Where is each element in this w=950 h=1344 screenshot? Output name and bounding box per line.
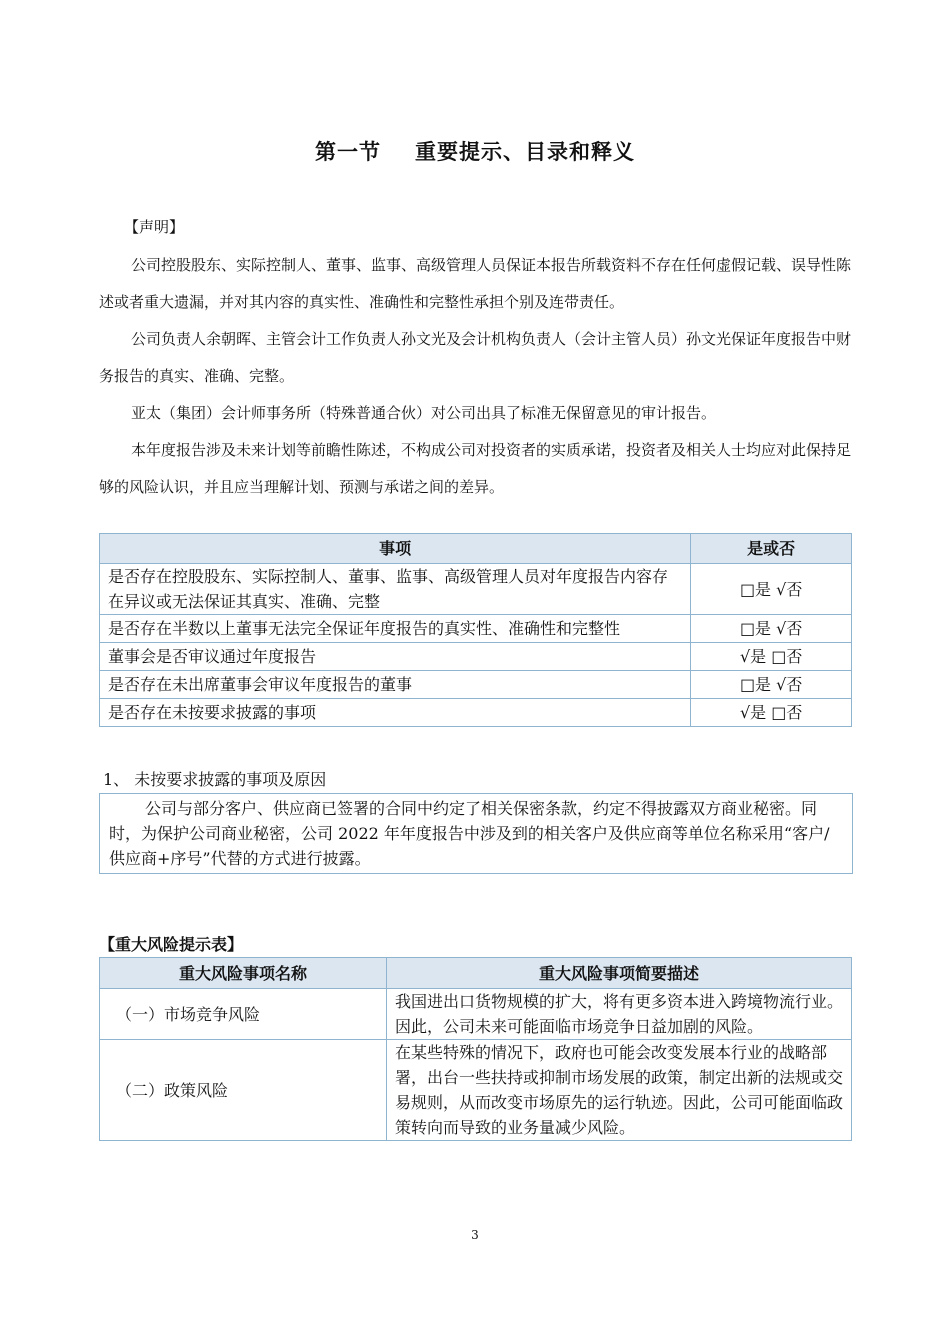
matter-question: 是否存在半数以上董事无法完全保证年度报告的真实性、准确性和完整性 xyxy=(100,615,691,643)
table-row xyxy=(100,699,852,727)
declaration-paragraph: 公司负责人余朝晖、主管会计工作负责人孙文光及会计机构负责人（会计主管人员）孙文光保证年度报告中财务报告的真实、准确、完整。 xyxy=(99,330,852,385)
column-header: 重大风险事项简要描述 xyxy=(387,958,852,989)
declaration-heading: 【声明】 xyxy=(124,218,185,236)
table-row xyxy=(100,671,852,699)
risk-table xyxy=(99,957,852,1141)
matter-question: 是否存在控股股东、实际控制人、董事、监事、高级管理人员对年度报告内容存在异议或无法保证其真实、准确、完整 xyxy=(100,564,691,615)
table-header-row xyxy=(100,534,852,564)
matter-answer: √是 □否 xyxy=(691,699,852,727)
table-row xyxy=(100,989,852,1040)
risk-name: （二）政策风险 xyxy=(100,1040,387,1141)
declaration-paragraph: 公司控股股东、实际控制人、董事、监事、高级管理人员保证本报告所载资料不存在任何虚假记载、误导性陈述或者重大遗漏，并对其内容的真实性、准确性和完整性承担个别及连带责任。 xyxy=(99,256,852,311)
column-header: 事项 xyxy=(100,534,691,564)
table-row xyxy=(100,1040,852,1141)
undisclosed-heading: 1、 未按要求披露的事项及原因 xyxy=(103,770,327,789)
declaration-paragraph: 亚太（集团）会计师事务所（特殊普通合伙）对公司出具了标准无保留意见的审计报告。 xyxy=(131,404,717,422)
risk-description: 在某些特殊的情况下，政府也可能会改变发展本行业的战略部署，出台一些扶持或抑制市场发展的政策，制定出新的法规或交易规则，从而改变市场原先的运行轨迹。因此，公司可能面临政策转向而导致的业务量减少风险。 xyxy=(387,1040,852,1141)
section-number: 第一节 xyxy=(315,140,381,164)
table-row xyxy=(100,615,852,643)
table-row xyxy=(100,643,852,671)
risk-description: 我国进出口货物规模的扩大，将有更多资本进入跨境物流行业。因此，公司未来可能面临市场竞争日益加剧的风险。 xyxy=(387,989,852,1040)
matter-answer: □是 √否 xyxy=(691,671,852,699)
matter-answer: □是 √否 xyxy=(691,564,852,615)
undisclosed-reason-box: 公司与部分客户、供应商已签署的合同中约定了相关保密条款，约定不得披露双方商业秘密。同时，为保护公司商业秘密，公司 2022 年年度报告中涉及到的相关客户及供应商等单位名称采用“客户/供应商+序号”代替的方式进行披露。 xyxy=(99,793,853,874)
column-header: 重大风险事项名称 xyxy=(100,958,387,989)
table-header-row xyxy=(100,958,852,989)
risk-table-heading: 【重大风险提示表】 xyxy=(99,935,244,954)
matter-question: 董事会是否审议通过年度报告 xyxy=(100,643,691,671)
risk-name: （一）市场竞争风险 xyxy=(100,989,387,1040)
matters-table xyxy=(99,533,852,727)
declaration-paragraph: 本年度报告涉及未来计划等前瞻性陈述，不构成公司对投资者的实质承诺，投资者及相关人士均应对此保持足够的风险认识，并且应当理解计划、预测与承诺之间的差异。 xyxy=(99,441,852,496)
matter-answer: □是 √否 xyxy=(691,615,852,643)
matter-question: 是否存在未出席董事会审议年度报告的董事 xyxy=(100,671,691,699)
section-heading: 重要提示、目录和释义 xyxy=(415,140,635,164)
table-row xyxy=(100,564,852,615)
column-header: 是或否 xyxy=(691,534,852,564)
matter-question: 是否存在未按要求披露的事项 xyxy=(100,699,691,727)
matter-answer: √是 □否 xyxy=(691,643,852,671)
section-title xyxy=(0,136,950,166)
page-number: 3 xyxy=(471,1228,479,1242)
